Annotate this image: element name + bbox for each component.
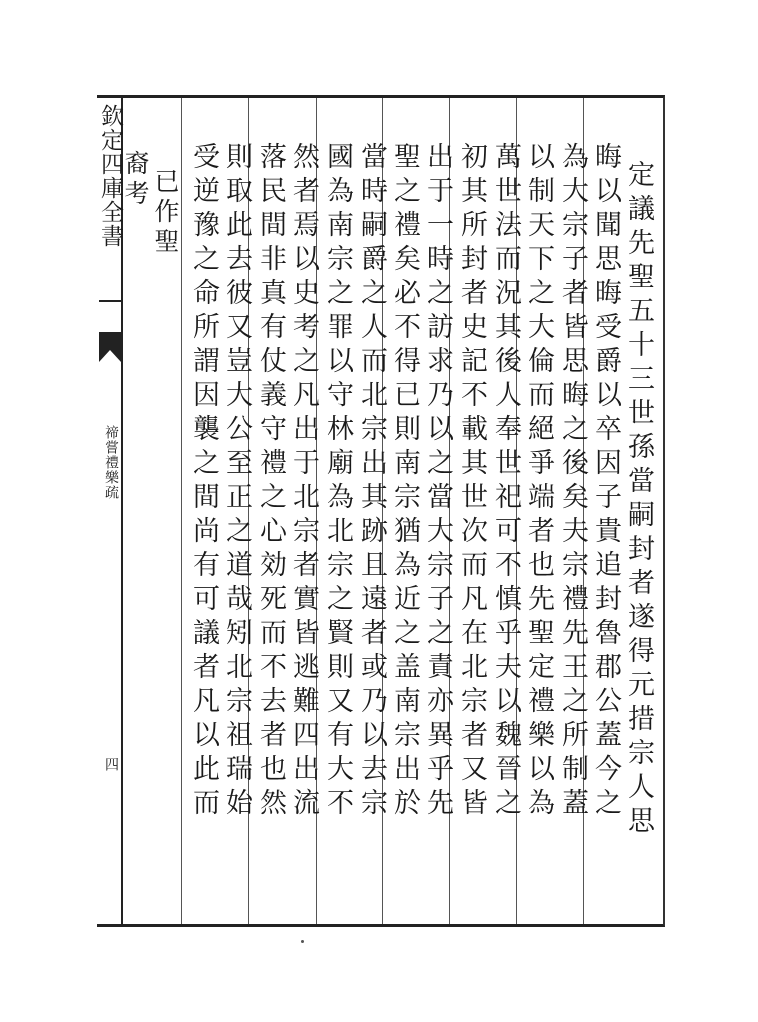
text-column: 國為南宗之罪以守林廟為北宗之賢則又有大不 (322, 142, 353, 822)
page-number: 四 (103, 757, 119, 771)
ink-speck (301, 940, 304, 943)
gutter-divider (99, 300, 121, 302)
text-column: 以制天下之大倫而絕爭端者也先聖定禮樂以為 (523, 142, 554, 822)
text-column: 受逆豫之命所謂因襲之間尚有可議者凡以此而 (188, 142, 219, 822)
text-column: 出于一時之訪求乃以之當大宗子之責亦異乎先 (422, 142, 453, 822)
text-column: 萬世法而況其後人奉世祀可不慎乎夫以魏晉之 (490, 142, 521, 822)
text-column: 則取此去彼又豈大公至正之道哉矧北宗祖瑞始 (221, 142, 252, 822)
text-column: 已作聖 (151, 168, 180, 258)
text-column: 晦以聞思晦受爵以卒因子貴追封魯郡公蓋今之 (590, 142, 621, 822)
text-column: 落民間非真有仗義守禮之心効死而不去者也然 (255, 142, 286, 822)
text-column: 初其所封者史記不載其世次而凡在北宗者又皆 (456, 142, 487, 822)
text-column: 然者焉以史考之凡出于北宗者實皆逃難四出流 (288, 142, 319, 822)
book-title: 欽定四庫全書 (97, 104, 123, 248)
fishtail-mark-icon (97, 332, 123, 362)
text-column: 聖之禮矣必不得已則南宗猶為近之盖南宗出於 (389, 142, 420, 822)
text-column: 定議先聖五十三世孫當嗣封者遂得元措宗人思 (623, 160, 654, 840)
text-column: 為大宗子者皆思晦之後矣夫宗禮先王之所制蓋 (557, 142, 588, 822)
text-column: 當時嗣爵之人而北宗出其跡且遠者或乃以去宗 (356, 142, 387, 822)
section-title: 禘嘗禮樂疏 (103, 425, 119, 500)
text-column: 裔考 (121, 150, 150, 210)
